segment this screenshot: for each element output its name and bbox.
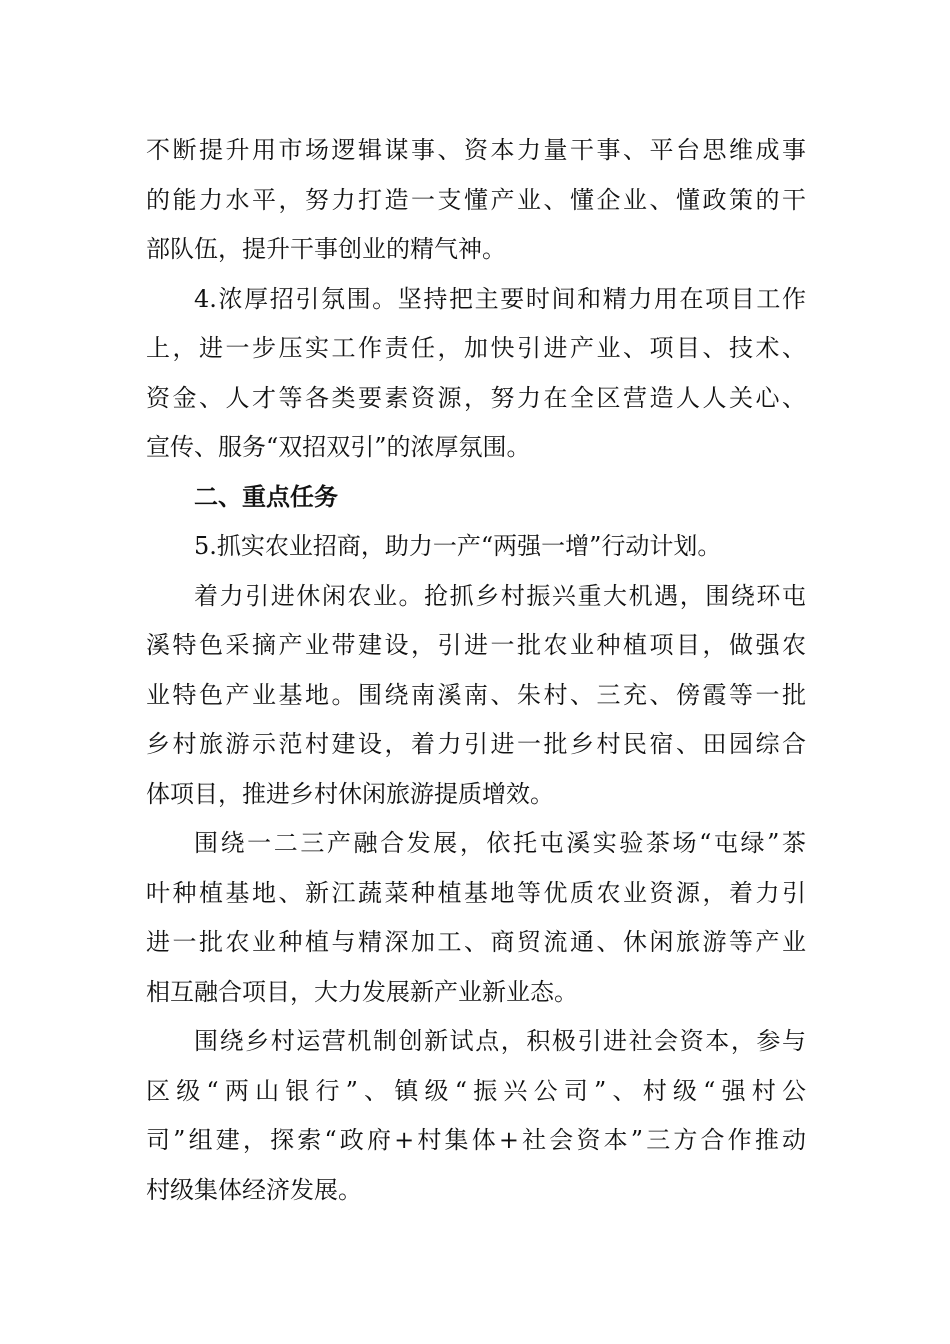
text-line: 区级“两山银行”、镇级“振兴公司”、村级“强村公 bbox=[146, 1076, 806, 1105]
text-line: 不断提升用市场逻辑谋事、资本力量干事、平台思维成事 bbox=[146, 136, 806, 164]
text-line: 村级集体经济发展。 bbox=[146, 1175, 362, 1204]
text-line: 围绕一二三产融合发展，依托屯溪实验茶场“屯绿”茶 bbox=[194, 829, 806, 857]
text-line: 着力引进休闲农业。抢抓乡村振兴重大机遇，围绕环屯 bbox=[194, 581, 806, 610]
text-line: 溪特色采摘产业带建设，引进一批农业种植项目，做强农 bbox=[146, 631, 806, 659]
text-line: 4.浓厚招引氛围。坚持把主要时间和精力用在项目工作 bbox=[194, 284, 806, 313]
text-line: 相互融合项目，大力发展新产业新业态。 bbox=[146, 977, 578, 1006]
text-line: 乡村旅游示范村建设，着力引进一批乡村民宿、田园综合 bbox=[146, 730, 806, 758]
text-line: 进一批农业种植与精深加工、商贸流通、休闲旅游等产业 bbox=[146, 928, 806, 956]
text-line: 体项目，推进乡村休闲旅游提质增效。 bbox=[146, 779, 554, 808]
text-line: 上，进一步压实工作责任，加快引进产业、项目、技术、 bbox=[146, 334, 806, 362]
section-heading: 二、重点任务 bbox=[194, 482, 338, 511]
text-line: 部队伍，提升干事创业的精气神。 bbox=[146, 235, 506, 263]
text-line: 5.抓实农业招商，助力一产“两强一增”行动计划。 bbox=[194, 532, 722, 560]
text-line: 的能力水平，努力打造一支懂产业、懂企业、懂政策的干 bbox=[146, 185, 806, 214]
text-line: 围绕乡村运营机制创新试点，积极引进社会资本，参与 bbox=[194, 1027, 806, 1055]
document-body bbox=[146, 126, 806, 1215]
text-line: 资金、人才等各类要素资源，努力在全区营造人人关心、 bbox=[146, 383, 806, 412]
text-line: 业特色产业基地。围绕南溪南、朱村、三充、傍霞等一批 bbox=[146, 680, 806, 709]
text-line: 叶种植基地、新江蔬菜种植基地等优质农业资源，着力引 bbox=[146, 878, 806, 907]
text-line: 宣传、服务“双招双引”的浓厚氛围。 bbox=[146, 433, 531, 461]
text-line: 司”组建，探索“政府+村集体+社会资本”三方合作推动 bbox=[146, 1126, 806, 1154]
